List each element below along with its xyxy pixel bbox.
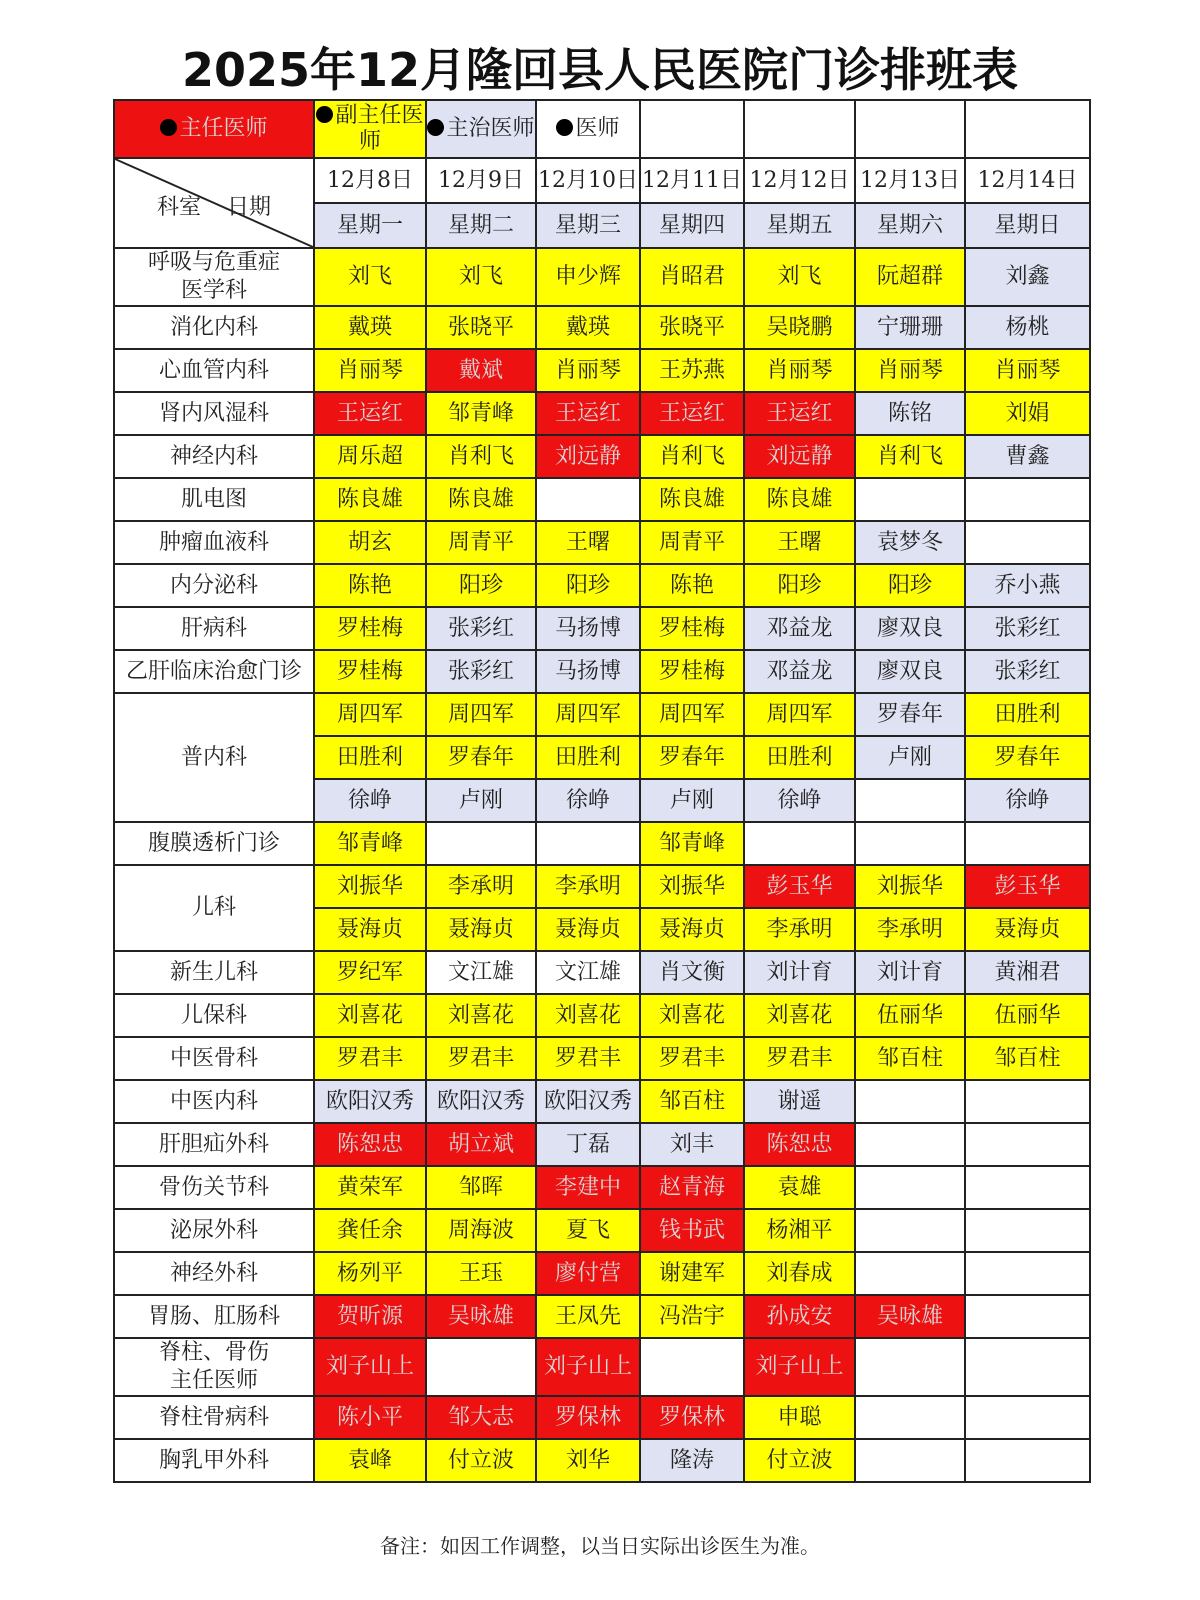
doctor-cell: 伍丽华: [855, 994, 965, 1037]
doctor-cell: 刘飞: [744, 248, 855, 306]
doctor-cell: 肖丽琴: [314, 349, 426, 392]
doctor-cell: 罗保林: [640, 1396, 744, 1439]
empty-cell: [965, 100, 1090, 158]
doctor-cell: 邹大志: [426, 1396, 536, 1439]
dot-icon: [427, 119, 444, 136]
page-title: 2025年12月隆回县人民医院门诊排班表: [181, 43, 1019, 97]
weekday-cell: 星期日: [965, 203, 1090, 248]
date-row: [114, 158, 1090, 203]
empty-cell: [855, 1439, 965, 1482]
doctor-cell: 罗桂梅: [640, 650, 744, 693]
doctor-cell: 贺昕源: [314, 1295, 426, 1338]
department-name: 肌电图: [114, 478, 314, 521]
schedule-row: [114, 1396, 1090, 1439]
schedule-row: [114, 1037, 1090, 1080]
doctor-cell: 宁珊珊: [855, 306, 965, 349]
doctor-cell: 陈良雄: [744, 478, 855, 521]
doctor-cell: 彭玉华: [744, 865, 855, 908]
empty-cell: [855, 1396, 965, 1439]
department-name: 神经外科: [114, 1252, 314, 1295]
doctor-cell: 张彩红: [965, 607, 1090, 650]
doctor-cell: 付立波: [744, 1439, 855, 1482]
doctor-cell: 刘振华: [314, 865, 426, 908]
doctor-cell: 刘丰: [640, 1123, 744, 1166]
legend-physician: [536, 100, 640, 158]
doctor-cell: 申少辉: [536, 248, 640, 306]
schedule-row: [114, 1209, 1090, 1252]
doctor-cell: 付立波: [426, 1439, 536, 1482]
doctor-cell: 刘喜花: [640, 994, 744, 1037]
doctor-cell: 刘华: [536, 1439, 640, 1482]
schedule-row: [114, 865, 1090, 908]
empty-cell: [744, 822, 855, 865]
doctor-cell: 李承明: [426, 865, 536, 908]
doctor-cell: 张彩红: [965, 650, 1090, 693]
schedule-row: [114, 607, 1090, 650]
doctor-cell: 刘飞: [426, 248, 536, 306]
doctor-cell: 田胜利: [744, 736, 855, 779]
doctor-cell: 王运红: [314, 392, 426, 435]
doctor-cell: 聂海贞: [965, 908, 1090, 951]
doctor-cell: 陈恕忠: [744, 1123, 855, 1166]
doctor-cell: 周四军: [314, 693, 426, 736]
doctor-cell: 钱书武: [640, 1209, 744, 1252]
empty-cell: [640, 100, 744, 158]
date-cell: 12月12日: [744, 158, 855, 203]
empty-cell: [536, 478, 640, 521]
doctor-cell: 陈良雄: [640, 478, 744, 521]
footnote: 备注：如因工作调整，以当日实际出诊医生为准。: [380, 1534, 820, 1558]
doctor-cell: 陈良雄: [314, 478, 426, 521]
doctor-cell: 邓益龙: [744, 650, 855, 693]
doctor-cell: 田胜利: [536, 736, 640, 779]
dot-icon: [316, 106, 333, 123]
doctor-cell: 卢刚: [855, 736, 965, 779]
schedule-row: [114, 650, 1090, 693]
department-name: 神经内科: [114, 435, 314, 478]
header-corner: [114, 158, 314, 248]
doctor-cell: 邹青峰: [640, 822, 744, 865]
doctor-cell: 文江雄: [536, 951, 640, 994]
doctor-cell: 张彩红: [426, 607, 536, 650]
doctor-cell: 肖文衡: [640, 951, 744, 994]
doctor-cell: 阮超群: [855, 248, 965, 306]
dept-header-label: 科室: [157, 195, 202, 220]
schedule-row: [114, 248, 1090, 306]
doctor-cell: 阳珍: [855, 564, 965, 607]
schedule-row: [114, 349, 1090, 392]
doctor-cell: 王运红: [744, 392, 855, 435]
empty-cell: [855, 822, 965, 865]
schedule-row: [114, 1166, 1090, 1209]
legend-attending: [426, 100, 536, 158]
doctor-cell: 李建中: [536, 1166, 640, 1209]
diagonal-line-icon: [115, 159, 313, 247]
doctor-cell: 阳珍: [536, 564, 640, 607]
schedule-row: [114, 1295, 1090, 1338]
doctor-cell: 肖昭君: [640, 248, 744, 306]
doctor-cell: 王曙: [536, 521, 640, 564]
doctor-cell: 谢建军: [640, 1252, 744, 1295]
doctor-cell: 罗桂梅: [640, 607, 744, 650]
doctor-cell: 黄荣军: [314, 1166, 426, 1209]
doctor-cell: 吴咏雄: [855, 1295, 965, 1338]
doctor-cell: 廖双良: [855, 650, 965, 693]
date-cell: 12月8日: [314, 158, 426, 203]
doctor-cell: 刘计育: [744, 951, 855, 994]
empty-cell: [426, 822, 536, 865]
doctor-cell: 刘子山上: [536, 1338, 640, 1396]
doctor-cell: 刘娟: [965, 392, 1090, 435]
schedule-row: [114, 478, 1090, 521]
doctor-cell: 丁磊: [536, 1123, 640, 1166]
date-cell: 12月10日: [536, 158, 640, 203]
doctor-cell: 王珏: [426, 1252, 536, 1295]
doctor-cell: 王运红: [640, 392, 744, 435]
department-name: 骨伤关节科: [114, 1166, 314, 1209]
date-cell: 12月9日: [426, 158, 536, 203]
date-cell: 12月13日: [855, 158, 965, 203]
doctor-cell: 阳珍: [426, 564, 536, 607]
doctor-cell: 肖丽琴: [744, 349, 855, 392]
department-name: 乙肝临床治愈门诊: [114, 650, 314, 693]
empty-cell: [855, 100, 965, 158]
department-name: 普内科: [114, 693, 314, 822]
doctor-cell: 肖丽琴: [536, 349, 640, 392]
empty-cell: [965, 1166, 1090, 1209]
legend-row: [114, 100, 1090, 158]
department-name: 内分泌科: [114, 564, 314, 607]
empty-cell: [965, 1439, 1090, 1482]
doctor-cell: 周四军: [744, 693, 855, 736]
schedule-row: [114, 994, 1090, 1037]
date-cell: 12月11日: [640, 158, 744, 203]
schedule-row: [114, 392, 1090, 435]
doctor-cell: 肖丽琴: [855, 349, 965, 392]
empty-cell: [965, 1209, 1090, 1252]
schedule-row: [114, 564, 1090, 607]
doctor-cell: 周青平: [426, 521, 536, 564]
weekday-cell: 星期五: [744, 203, 855, 248]
doctor-cell: 谢遥: [744, 1080, 855, 1123]
doctor-cell: 邹青峰: [426, 392, 536, 435]
department-name: 儿保科: [114, 994, 314, 1037]
doctor-cell: 邹百柱: [855, 1037, 965, 1080]
department-name: 心血管内科: [114, 349, 314, 392]
doctor-cell: 罗君丰: [536, 1037, 640, 1080]
weekday-cell: 星期一: [314, 203, 426, 248]
doctor-cell: 邹百柱: [965, 1037, 1090, 1080]
doctor-cell: 刘喜花: [536, 994, 640, 1037]
doctor-cell: 周乐超: [314, 435, 426, 478]
doctor-cell: 欧阳汉秀: [426, 1080, 536, 1123]
legend-label: 医师: [575, 116, 620, 141]
doctor-cell: 吴咏雄: [426, 1295, 536, 1338]
weekday-cell: 星期四: [640, 203, 744, 248]
doctor-cell: 肖利飞: [855, 435, 965, 478]
doctor-cell: 肖利飞: [426, 435, 536, 478]
empty-cell: [855, 1080, 965, 1123]
department-name: 胃肠、肛肠科: [114, 1295, 314, 1338]
doctor-cell: 周四军: [536, 693, 640, 736]
doctor-cell: 陈艳: [640, 564, 744, 607]
legend-label: 副主任医师: [335, 103, 424, 154]
doctor-cell: 彭玉华: [965, 865, 1090, 908]
doctor-cell: 邓益龙: [744, 607, 855, 650]
doctor-cell: 罗君丰: [640, 1037, 744, 1080]
department-name: 消化内科: [114, 306, 314, 349]
doctor-cell: 冯浩宇: [640, 1295, 744, 1338]
weekday-cell: 星期三: [536, 203, 640, 248]
date-cell: 12月14日: [965, 158, 1090, 203]
doctor-cell: 阳珍: [744, 564, 855, 607]
doctor-cell: 乔小燕: [965, 564, 1090, 607]
doctor-cell: 肖丽琴: [965, 349, 1090, 392]
doctor-cell: 王苏燕: [640, 349, 744, 392]
doctor-cell: 龚任余: [314, 1209, 426, 1252]
empty-cell: [965, 1252, 1090, 1295]
doctor-cell: 田胜利: [314, 736, 426, 779]
department-name: 腹膜透析门诊: [114, 822, 314, 865]
doctor-cell: 邹晖: [426, 1166, 536, 1209]
date-header-label: 日期: [227, 195, 272, 220]
doctor-cell: 陈小平: [314, 1396, 426, 1439]
empty-cell: [744, 100, 855, 158]
doctor-cell: 欧阳汉秀: [314, 1080, 426, 1123]
department-name: 肝病科: [114, 607, 314, 650]
doctor-cell: 罗君丰: [744, 1037, 855, 1080]
legend-associate-chief: [314, 100, 426, 158]
doctor-cell: 伍丽华: [965, 994, 1090, 1037]
schedule-row: [114, 951, 1090, 994]
doctor-cell: 王曙: [744, 521, 855, 564]
doctor-cell: 陈铭: [855, 392, 965, 435]
weekday-cell: 星期二: [426, 203, 536, 248]
empty-cell: [965, 1295, 1090, 1338]
empty-cell: [855, 1123, 965, 1166]
schedule-row: [114, 822, 1090, 865]
doctor-cell: 聂海贞: [536, 908, 640, 951]
doctor-cell: 田胜利: [965, 693, 1090, 736]
empty-cell: [855, 1338, 965, 1396]
doctor-cell: 杨湘平: [744, 1209, 855, 1252]
doctor-cell: 申聪: [744, 1396, 855, 1439]
doctor-cell: 马扬博: [536, 650, 640, 693]
doctor-cell: 罗保林: [536, 1396, 640, 1439]
empty-cell: [965, 822, 1090, 865]
department-name: 脊柱、骨伤主任医师: [114, 1338, 314, 1396]
doctor-cell: 罗君丰: [314, 1037, 426, 1080]
doctor-cell: 罗春年: [640, 736, 744, 779]
doctor-cell: 聂海贞: [314, 908, 426, 951]
doctor-cell: 吴晓鹏: [744, 306, 855, 349]
doctor-cell: 周青平: [640, 521, 744, 564]
empty-cell: [426, 1338, 536, 1396]
empty-cell: [855, 1166, 965, 1209]
doctor-cell: 王凤先: [536, 1295, 640, 1338]
department-name: 新生儿科: [114, 951, 314, 994]
empty-cell: [965, 1080, 1090, 1123]
department-name: 脊柱骨病科: [114, 1396, 314, 1439]
doctor-cell: 廖付营: [536, 1252, 640, 1295]
empty-cell: [965, 478, 1090, 521]
doctor-cell: 罗君丰: [426, 1037, 536, 1080]
doctor-cell: 戴瑛: [314, 306, 426, 349]
dot-icon: [160, 119, 177, 136]
schedule-row: [114, 1080, 1090, 1123]
doctor-cell: 罗春年: [426, 736, 536, 779]
doctor-cell: 刘子山上: [744, 1338, 855, 1396]
doctor-cell: 邹百柱: [640, 1080, 744, 1123]
doctor-cell: 周海波: [426, 1209, 536, 1252]
doctor-cell: 戴斌: [426, 349, 536, 392]
department-name: 肝胆疝外科: [114, 1123, 314, 1166]
doctor-cell: 黄湘君: [965, 951, 1090, 994]
department-name: 呼吸与危重症医学科: [114, 248, 314, 306]
doctor-cell: 陈艳: [314, 564, 426, 607]
doctor-cell: 欧阳汉秀: [536, 1080, 640, 1123]
doctor-cell: 刘远静: [744, 435, 855, 478]
doctor-cell: 刘计育: [855, 951, 965, 994]
doctor-cell: 隆涛: [640, 1439, 744, 1482]
doctor-cell: 刘春成: [744, 1252, 855, 1295]
schedule-table: [113, 99, 1091, 1483]
doctor-cell: 李承明: [855, 908, 965, 951]
doctor-cell: 马扬博: [536, 607, 640, 650]
doctor-cell: 李承明: [536, 865, 640, 908]
department-name: 肾内风湿科: [114, 392, 314, 435]
doctor-cell: 徐峥: [536, 779, 640, 822]
empty-cell: [965, 1338, 1090, 1396]
doctor-cell: 袁雄: [744, 1166, 855, 1209]
department-name: 儿科: [114, 865, 314, 951]
empty-cell: [855, 779, 965, 822]
doctor-cell: 刘鑫: [965, 248, 1090, 306]
empty-cell: [855, 1209, 965, 1252]
doctor-cell: 周四军: [640, 693, 744, 736]
empty-cell: [965, 1396, 1090, 1439]
doctor-cell: 罗桂梅: [314, 650, 426, 693]
doctor-cell: 廖双良: [855, 607, 965, 650]
department-name: 胸乳甲外科: [114, 1439, 314, 1482]
doctor-cell: 张晓平: [426, 306, 536, 349]
doctor-cell: 戴瑛: [536, 306, 640, 349]
doctor-cell: 杨桃: [965, 306, 1090, 349]
schedule-row: [114, 435, 1090, 478]
doctor-cell: 刘振华: [855, 865, 965, 908]
empty-cell: [965, 521, 1090, 564]
doctor-cell: 罗纪军: [314, 951, 426, 994]
doctor-cell: 聂海贞: [640, 908, 744, 951]
doctor-cell: 张彩红: [426, 650, 536, 693]
doctor-cell: 刘喜花: [426, 994, 536, 1037]
department-name: 肿瘤血液科: [114, 521, 314, 564]
doctor-cell: 夏飞: [536, 1209, 640, 1252]
schedule-row: [114, 1123, 1090, 1166]
legend-label: 主治医师: [446, 116, 535, 141]
schedule-row: [114, 1252, 1090, 1295]
doctor-cell: 杨列平: [314, 1252, 426, 1295]
doctor-cell: 王运红: [536, 392, 640, 435]
doctor-cell: 胡玄: [314, 521, 426, 564]
department-name: 泌尿外科: [114, 1209, 314, 1252]
empty-cell: [536, 822, 640, 865]
doctor-cell: 刘喜花: [744, 994, 855, 1037]
doctor-cell: 徐峥: [744, 779, 855, 822]
department-name: 中医内科: [114, 1080, 314, 1123]
doctor-cell: 罗桂梅: [314, 607, 426, 650]
doctor-cell: 陈恕忠: [314, 1123, 426, 1166]
dot-icon: [556, 119, 573, 136]
doctor-cell: 文江雄: [426, 951, 536, 994]
doctor-cell: 袁梦冬: [855, 521, 965, 564]
doctor-cell: 曹鑫: [965, 435, 1090, 478]
doctor-cell: 胡立斌: [426, 1123, 536, 1166]
weekday-cell: 星期六: [855, 203, 965, 248]
empty-cell: [855, 1252, 965, 1295]
doctor-cell: 徐峥: [965, 779, 1090, 822]
empty-cell: [855, 478, 965, 521]
doctor-cell: 陈良雄: [426, 478, 536, 521]
doctor-cell: 刘子山上: [314, 1338, 426, 1396]
empty-cell: [640, 1338, 744, 1396]
schedule-row: [114, 693, 1090, 736]
department-name: 中医骨科: [114, 1037, 314, 1080]
doctor-cell: 卢刚: [426, 779, 536, 822]
doctor-cell: 赵青海: [640, 1166, 744, 1209]
legend-label: 主任医师: [179, 116, 268, 141]
doctor-cell: 刘远静: [536, 435, 640, 478]
doctor-cell: 邹青峰: [314, 822, 426, 865]
doctor-cell: 孙成安: [744, 1295, 855, 1338]
doctor-cell: 袁峰: [314, 1439, 426, 1482]
doctor-cell: 刘飞: [314, 248, 426, 306]
schedule-row: [114, 1439, 1090, 1482]
doctor-cell: 刘喜花: [314, 994, 426, 1037]
doctor-cell: 罗春年: [965, 736, 1090, 779]
doctor-cell: 李承明: [744, 908, 855, 951]
doctor-cell: 卢刚: [640, 779, 744, 822]
doctor-cell: 周四军: [426, 693, 536, 736]
legend-chief: [114, 100, 314, 158]
schedule-row: [114, 1338, 1090, 1396]
doctor-cell: 聂海贞: [426, 908, 536, 951]
doctor-cell: 罗春年: [855, 693, 965, 736]
doctor-cell: 刘振华: [640, 865, 744, 908]
doctor-cell: 张晓平: [640, 306, 744, 349]
schedule-row: [114, 521, 1090, 564]
doctor-cell: 肖利飞: [640, 435, 744, 478]
schedule-row: [114, 306, 1090, 349]
doctor-cell: 徐峥: [314, 779, 426, 822]
empty-cell: [965, 1123, 1090, 1166]
